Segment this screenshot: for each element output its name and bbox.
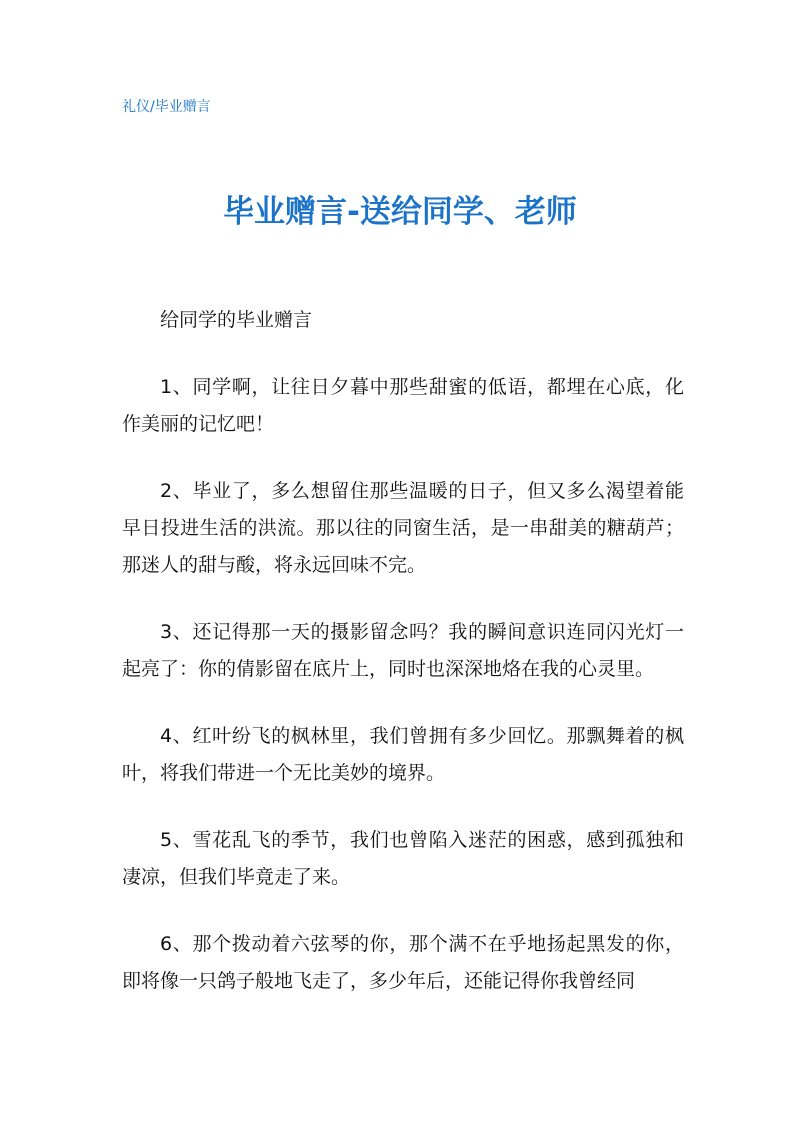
breadcrumb[interactable]: 礼仪/毕业赠言 bbox=[122, 99, 211, 115]
page-title: 毕业赠言-送给同学、老师 bbox=[223, 194, 577, 230]
paragraph-5: 5、雪花乱飞的季节，我们也曾陷入迷茫的困惑，感到孤独和凄凉，但我们毕竟走了来。 bbox=[122, 829, 684, 888]
document-body bbox=[122, 302, 684, 1030]
paragraph-4: 4、红叶纷飞的枫林里，我们曾拥有多少回忆。那飘舞着的枫叶，将我们带进一个无比美妙的境界。 bbox=[122, 725, 684, 784]
section-heading: 给同学的毕业赠言 bbox=[160, 309, 313, 331]
paragraph-1: 1、同学啊，让往日夕暮中那些甜蜜的低语，都埋在心底，化作美丽的记忆吧！ bbox=[122, 376, 684, 435]
paragraph-2: 2、毕业了，多么想留住那些温暖的日子，但又多么渴望着能早日投进生活的洪流。那以往的同窗生活，是一串甜美的糖葫芦；那迷人的甜与酸，将永远回味不完。 bbox=[122, 480, 684, 576]
paragraph-6: 6、那个拨动着六弦琴的你，那个满不在乎地扬起黑发的你，即将像一只鸽子般地飞走了，多少年后，还能记得你我曾经同 bbox=[122, 933, 684, 992]
paragraph-3: 3、还记得那一天的摄影留念吗？我的瞬间意识连同闪光灯一起亮了：你的倩影留在底片上，同时也深深地烙在我的心灵里。 bbox=[122, 621, 684, 680]
